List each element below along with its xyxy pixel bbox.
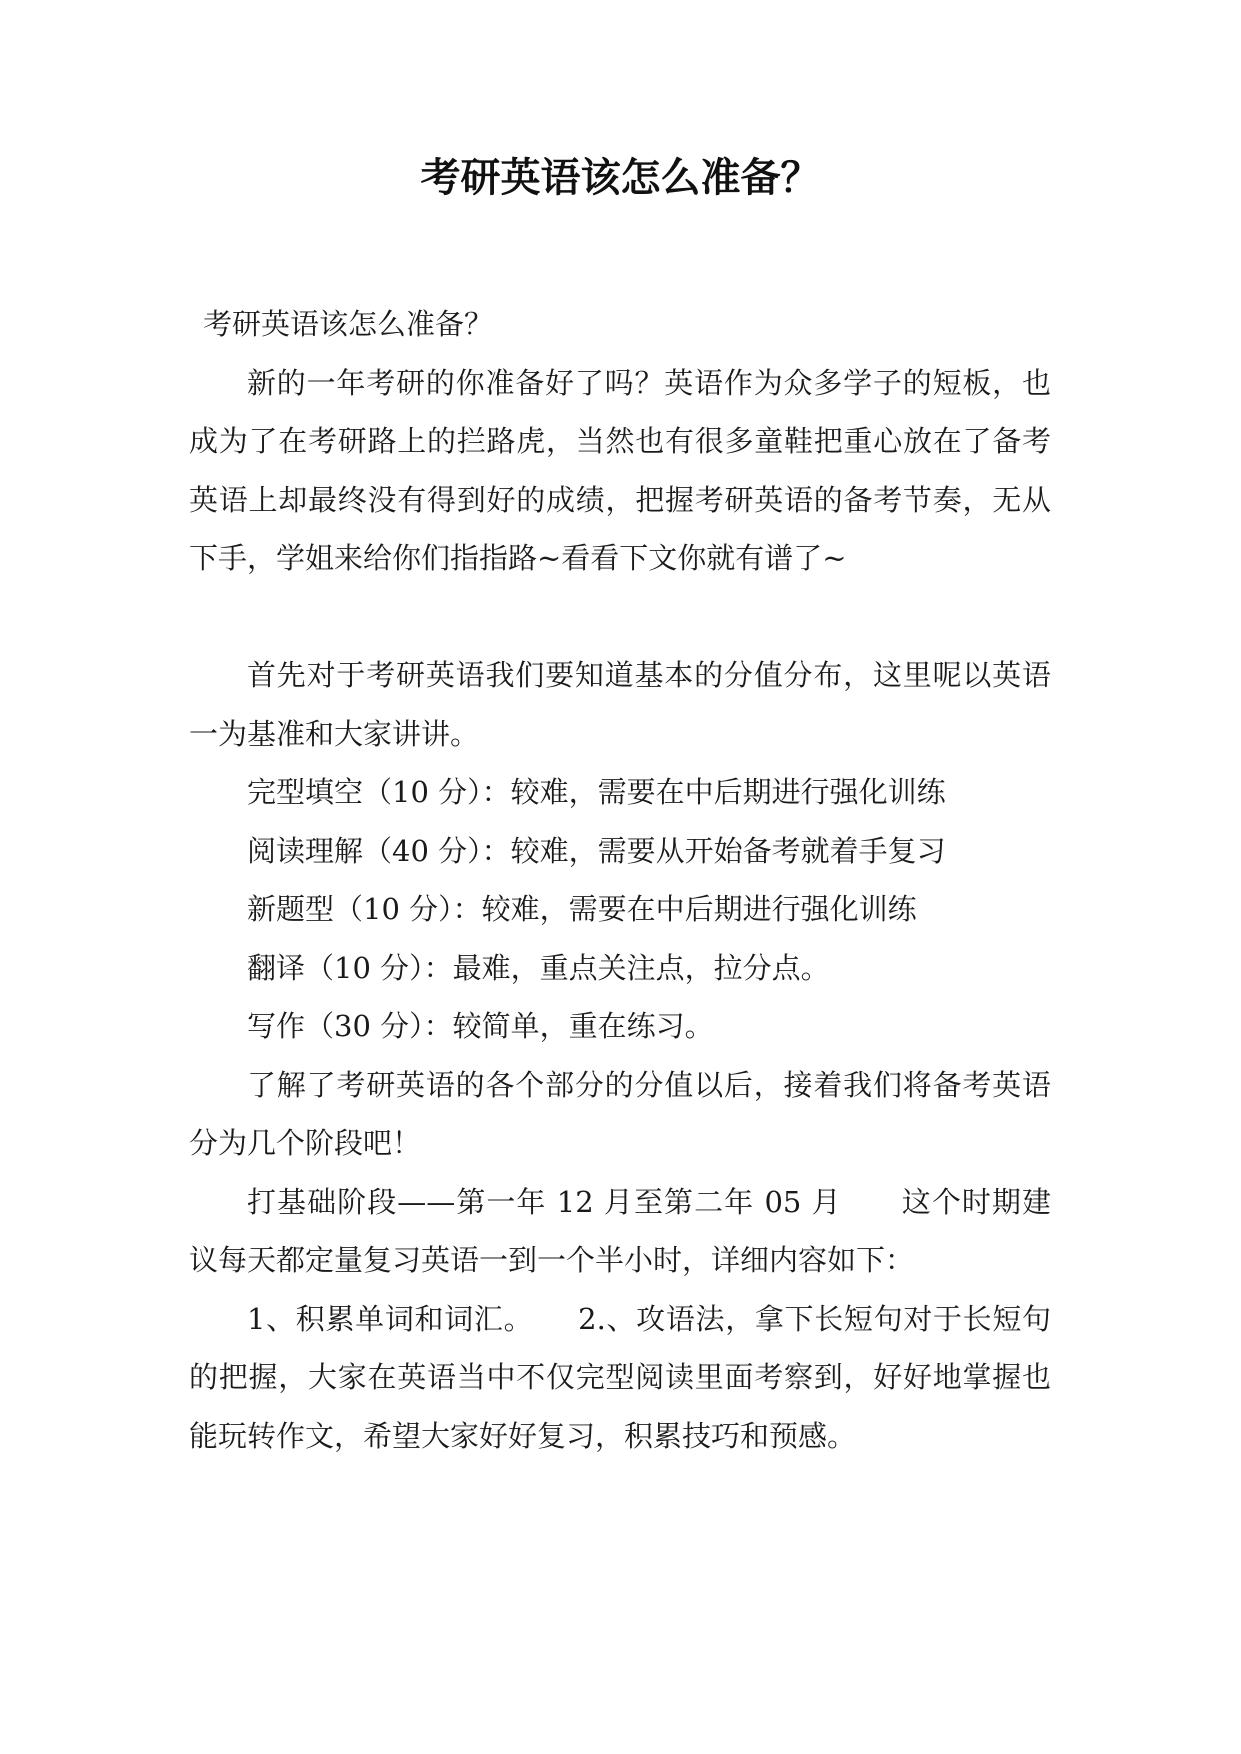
stages-intro-paragraph: 了解了考研英语的各个部分的分值以后，接着我们将备考英语分为几个阶段吧！ (189, 1067, 1051, 1160)
intro-paragraph: 新的一年考研的你准备好了吗？英语作为众多学子的短板，也成为了在考研路上的拦路虎，当然也有很多童鞋把重心放在了备考英语上却最终没有得到好的成绩，把握考研英语的备考节奏，无从下手，学姐来给你们指指路~看看下文你就有谱了~ (189, 365, 1051, 575)
section-new-type: 新题型（10 分）：较难，需要在中后期进行强化训练 (247, 892, 917, 926)
section-reading: 阅读理解（40 分）：较难，需要从开始备考就着手复习 (247, 833, 946, 868)
document-body (189, 295, 1051, 1465)
section-writing: 写作（30 分）：较简单，重在练习。 (247, 1009, 714, 1043)
body-heading: 考研英语该怎么准备？ (203, 307, 494, 341)
paragraph-spacer (189, 588, 1051, 647)
section-cloze: 完型填空（10 分）：较难，需要在中后期进行强化训练 (247, 775, 946, 809)
stage-one-paragraph: 打基础阶段——第一年 12 月至第二年 05 月 这个时期建议每天都定量复习英语一到一个半小时，详细内容如下： (189, 1184, 1051, 1277)
document-title: 考研英语该怎么准备？ (420, 154, 821, 201)
section-translation: 翻译（10 分）：最难，重点关注点，拉分点。 (247, 950, 830, 985)
stage-one-details-paragraph: 1、积累单词和词汇。 2.、攻语法，拿下长短句对于长短句的把握，大家在英语当中不仅完型阅读里面考察到，好好地掌握也能玩转作文，希望大家好好复习，积累技巧和预感。 (189, 1301, 1051, 1453)
score-intro-paragraph: 首先对于考研英语我们要知道基本的分值分布，这里呢以英语一为基准和大家讲讲。 (189, 658, 1051, 751)
